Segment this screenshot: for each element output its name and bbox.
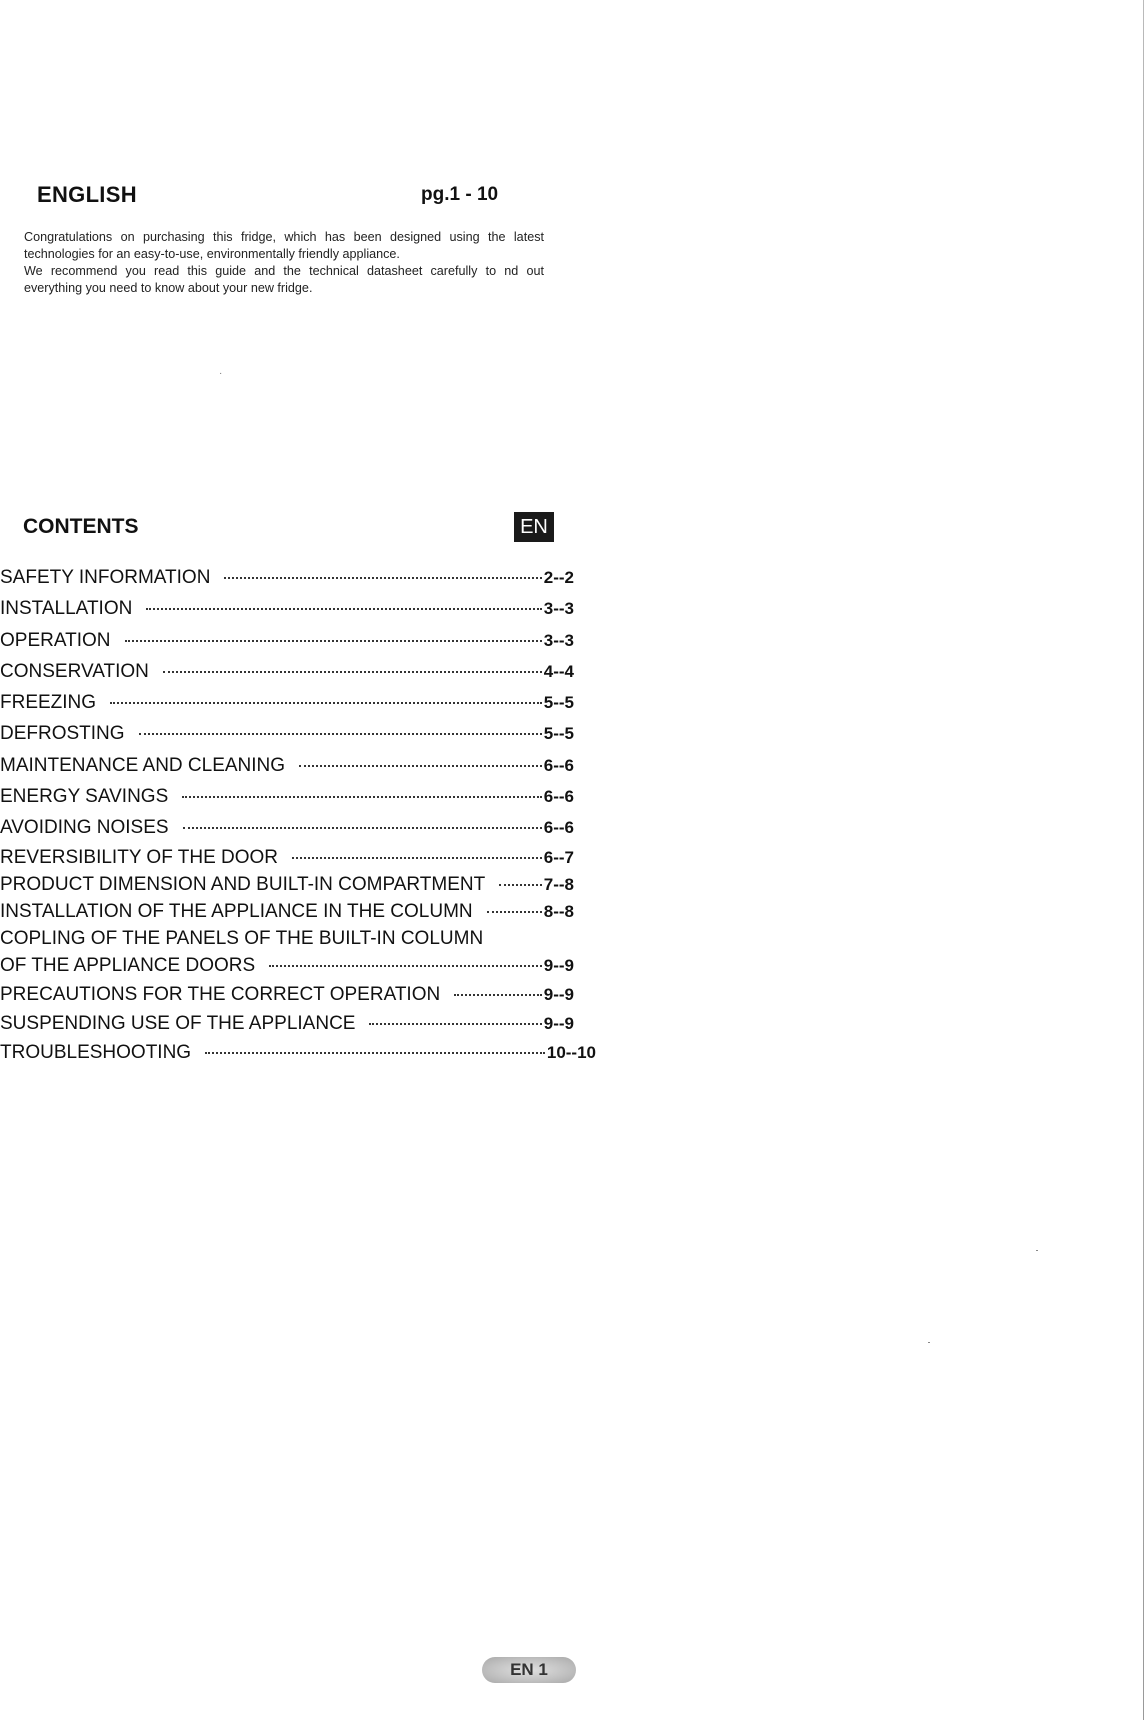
page-number-badge: EN 1: [482, 1657, 576, 1683]
scan-speck: [928, 1342, 930, 1343]
language-heading: ENGLISH: [37, 182, 137, 207]
toc-entry-title: MAINTENANCE AND CLEANING: [0, 754, 286, 776]
contents-heading: CONTENTS: [23, 515, 139, 538]
toc-leader-dots: [269, 964, 542, 967]
toc-entry-title: REVERSIBILITY OF THE DOOR: [0, 846, 279, 868]
intro-text: [24, 229, 544, 297]
intro-paragraph-2: We recommend you read this guide and the technical datasheet carefully to nd out everything you need to know about your new fridge.: [24, 264, 544, 295]
toc-entry-pages: 10--10: [546, 1042, 596, 1062]
table-of-contents: [0, 562, 600, 1068]
toc-entry[interactable]: [0, 593, 574, 624]
toc-entry-title: PRODUCT DIMENSION AND BUILT-IN COMPARTMENT: [0, 873, 486, 895]
toc-entry-pages: 4--4: [543, 661, 574, 681]
toc-entry-pages: 6--6: [543, 787, 574, 807]
toc-entry-title: SAFETY INFORMATION: [0, 567, 211, 588]
toc-entry-title: INSTALLATION OF THE APPLIANCE IN THE COLUMN: [0, 900, 473, 922]
toc-entry[interactable]: [0, 781, 574, 812]
toc-leader-dots: [125, 639, 542, 642]
toc-leader-dots: [163, 670, 542, 673]
toc-entry[interactable]: [0, 750, 574, 781]
toc-leader-dots: [205, 1051, 545, 1054]
toc-entry-pages: 9--9: [543, 955, 574, 975]
stray-mark: ·: [219, 368, 223, 379]
toc-entry[interactable]: [0, 625, 574, 656]
scan-speck: [1036, 1250, 1038, 1251]
toc-leader-dots: [183, 826, 542, 829]
toc-entry-pages: 2--2: [543, 568, 574, 587]
toc-entry-pages: 6--6: [543, 755, 574, 775]
toc-entry[interactable]: [0, 1037, 596, 1068]
toc-entry-title: AVOIDING NOISES: [0, 817, 169, 839]
toc-leader-dots: [369, 1022, 541, 1025]
toc-entry-pages: 5--5: [543, 693, 574, 713]
toc-entry[interactable]: [0, 871, 574, 898]
toc-entry-pages: 3--3: [543, 630, 574, 650]
toc-entry-title: ENERGY SAVINGS: [0, 786, 169, 808]
toc-entry[interactable]: [0, 1010, 574, 1037]
toc-entry-title: SUSPENDING USE OF THE APPLIANCE: [0, 1012, 356, 1034]
toc-leader-dots: [182, 795, 542, 798]
toc-entry[interactable]: [0, 844, 574, 871]
toc-leader-dots: [110, 701, 542, 704]
toc-leader-dots: [292, 856, 542, 859]
page-edge-line: [1143, 0, 1144, 1720]
toc-entry[interactable]: [0, 952, 574, 979]
toc-entry-title: INSTALLATION: [0, 598, 133, 620]
toc-entry[interactable]: [0, 812, 574, 843]
toc-entry-pages: 8--8: [543, 901, 574, 921]
toc-entry-title: TROUBLESHOOTING: [0, 1041, 192, 1063]
toc-entry-pages: 5--5: [543, 724, 574, 744]
toc-entry-title: CONSERVATION: [0, 660, 149, 682]
toc-entry-pages: 6--7: [543, 847, 574, 867]
toc-entry-title: OPERATION: [0, 629, 111, 651]
toc-entry-title: FREEZING: [0, 692, 97, 714]
page-range: pg.1 - 10: [421, 184, 499, 205]
toc-entry-pages: 3--3: [543, 599, 574, 619]
toc-leader-dots: [487, 910, 542, 913]
toc-entry-pages: 7--8: [543, 874, 574, 894]
toc-entry-title: DEFROSTING: [0, 723, 125, 745]
toc-entry[interactable]: [0, 979, 574, 1010]
toc-leader-dots: [139, 732, 542, 735]
toc-leader-dots: [499, 883, 542, 886]
toc-entry[interactable]: [0, 898, 574, 925]
toc-entry-title-line1: COPLING OF THE PANELS OF THE BUILT-IN COLUMN: [0, 927, 484, 949]
toc-leader-dots: [454, 993, 542, 996]
toc-entry[interactable]: [0, 562, 574, 593]
toc-entry[interactable]: [0, 656, 574, 687]
toc-leader-dots: [146, 607, 541, 610]
toc-entry-pages: 6--6: [543, 818, 574, 838]
toc-leader-dots: [299, 764, 542, 767]
intro-paragraph-1: Congratulations on purchasing this fridge, which has been designed using the latest technologies for an easy-to-use, environmentally friendly appliance.: [24, 230, 544, 261]
toc-entry[interactable]: [0, 687, 574, 718]
toc-entry-title: PRECAUTIONS FOR THE CORRECT OPERATION: [0, 983, 441, 1005]
toc-leader-dots: [224, 576, 541, 579]
toc-entry-pages: 9--9: [543, 1013, 574, 1033]
toc-entry-title: OF THE APPLIANCE DOORS: [0, 954, 256, 976]
toc-entry-pages: 9--9: [543, 984, 574, 1004]
toc-entry[interactable]: [0, 718, 574, 749]
language-badge: EN: [514, 512, 554, 542]
